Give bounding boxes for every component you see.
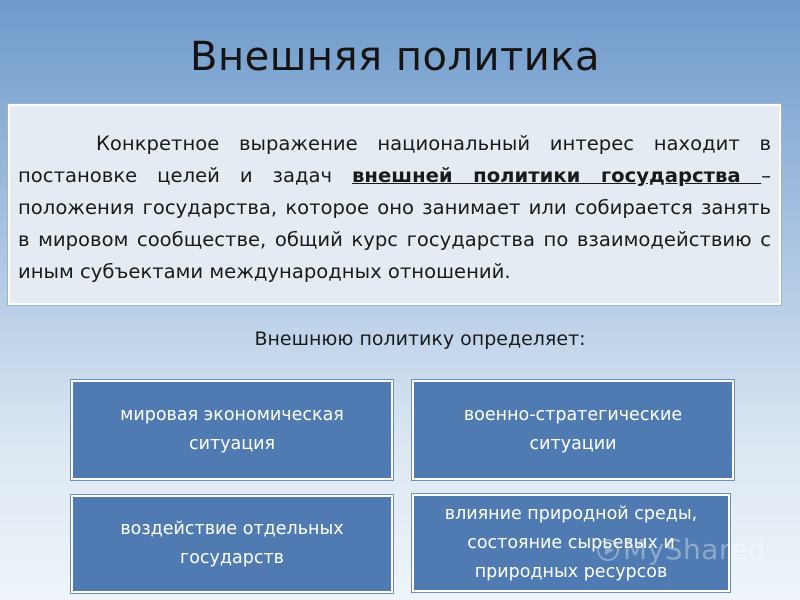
factor-label: влияние природной среды, состояние сырьевых и природных ресурсов <box>444 503 698 582</box>
factor-military-strategic <box>412 380 734 480</box>
factors-heading: Внешнюю политику определяет: <box>254 328 586 350</box>
factor-label: мировая экономическая ситуация <box>120 405 344 454</box>
factor-other-states <box>71 495 393 593</box>
definition-text-after: – положения государства, которое оно занимает или собирается занять в мировом сообществе, общий курс государства по взаимодействию с иным субъектами международных отношений. <box>18 164 771 283</box>
factor-natural-environment <box>412 494 730 592</box>
factor-label: воздействие отдельных государств <box>120 519 344 568</box>
definition-box <box>8 104 781 305</box>
definition-text-before: Конкретное выражение национальный интерес находит в постановке целей и задач <box>18 132 771 187</box>
slide-title: Внешняя политика <box>190 34 600 80</box>
factor-world-economy <box>71 380 393 480</box>
watermark-text: MyShared <box>623 533 767 566</box>
factor-label: военно-стратегические ситуации <box>463 405 683 454</box>
definition-term: внешней политики государства <box>352 164 762 187</box>
definition-text <box>18 128 771 288</box>
